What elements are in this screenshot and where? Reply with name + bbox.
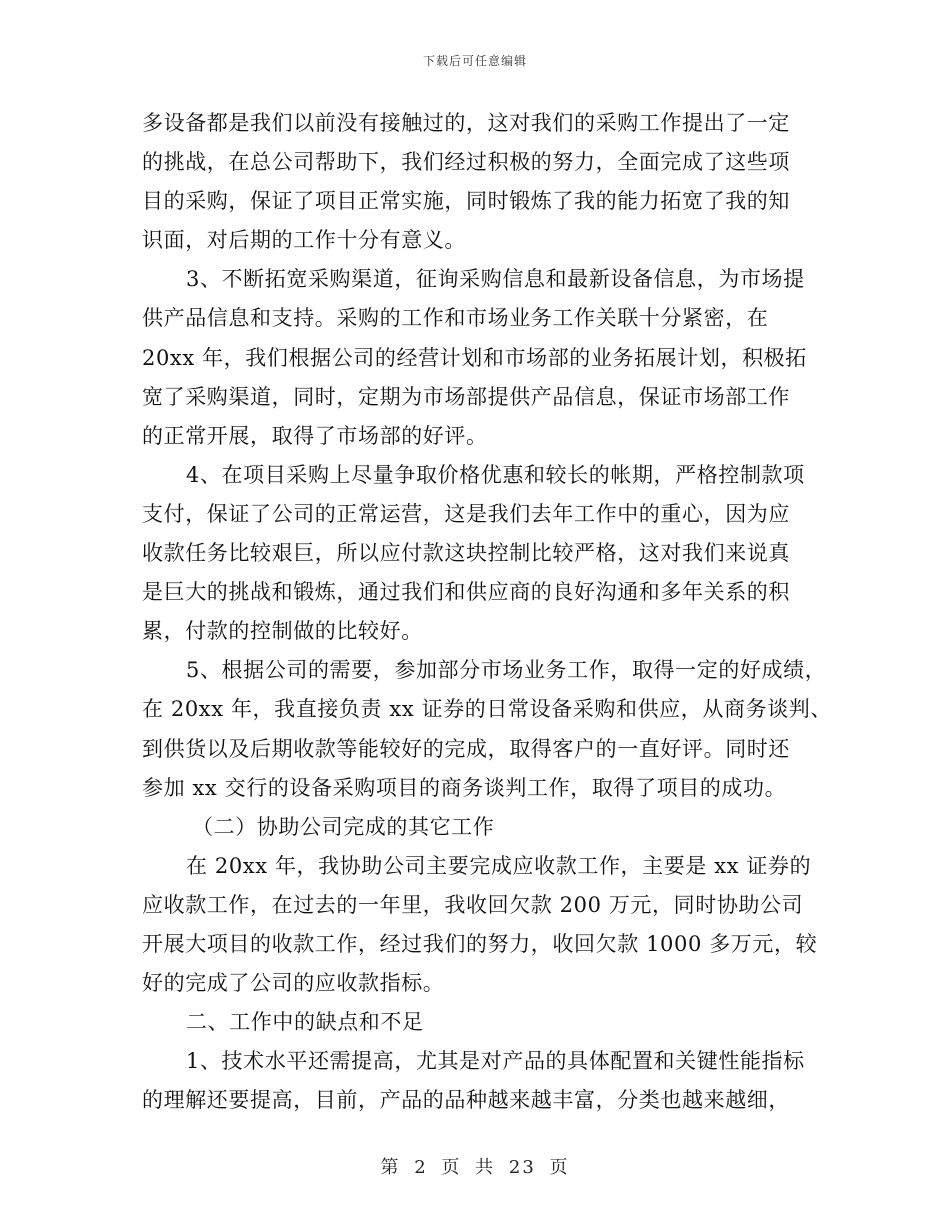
text-line: 到供货以及后期收款等能较好的完成，取得客户的一直好评。同时还 [142, 736, 790, 761]
paragraph-start: 3、不断拓宽采购渠道，征询采购信息和最新设备信息，为市场提 [186, 267, 805, 292]
text-line: 在 20xx 年，我直接负责 xx 证券的日常设备采购和供应，从商务谈判、 [142, 697, 832, 722]
page-header: 下载后可任意编辑 [422, 54, 527, 68]
paragraph-start: 4、在项目采购上尽量争取价格优惠和较长的帐期，严格控制款项 [186, 462, 805, 487]
text-line: 宽了采购渠道，同时，定期为市场部提供产品信息，保证市场部工作 [142, 384, 790, 409]
text-line: 收款任务比较艰巨，所以应付款这块控制比较严格，这对我们来说真 [142, 541, 790, 566]
footer-di: 第 [380, 1157, 401, 1178]
text-line: 开展大项目的收款工作，经过我们的努力，收回欠款 1000 多万元，较 [142, 931, 818, 956]
page-number: 2 [414, 1157, 428, 1178]
text-line: 识面，对后期的工作十分有意义。 [142, 228, 466, 253]
page-footer [0, 1153, 950, 1179]
text-line: 的理解还要提高，目前，产品的品种越来越丰富，分类也越来越细， [142, 1088, 790, 1113]
text-line: 参加 xx 交行的设备采购项目的商务谈判工作，取得了项目的成功。 [142, 775, 787, 800]
document-body [142, 104, 832, 1120]
page-total: 23 [508, 1157, 536, 1178]
text-line: 是巨大的挑战和锻炼，通过我们和供应商的良好沟通和多年关系的积 [142, 580, 790, 605]
section-heading: （二）协助公司完成的其它工作 [192, 814, 495, 839]
text-line: 支付，保证了公司的正常运营，这是我们去年工作中的重心，因为应 [142, 501, 790, 526]
paragraph-start: 在 20xx 年，我协助公司主要完成应收款工作，主要是 xx 证券的 [186, 853, 812, 878]
text-line: 供产品信息和支持。采购的工作和市场业务工作关联十分紧密，在 [142, 306, 769, 331]
footer-ye-end: 页 [549, 1157, 570, 1178]
section-heading: 二、工作中的缺点和不足 [186, 1010, 424, 1035]
text-line: 的正常开展，取得了市场部的好评。 [142, 423, 488, 448]
footer-gong: 共 [475, 1157, 496, 1178]
paragraph-start: 1、技术水平还需提高，尤其是对产品的具体配置和关键性能指标 [186, 1049, 805, 1074]
text-line: 的挑战，在总公司帮助下，我们经过积极的努力，全面完成了这些项 [142, 150, 790, 175]
text-line: 好的完成了公司的应收款指标。 [142, 971, 445, 996]
paragraph-start: 5、根据公司的需要，参加部分市场业务工作，取得一定的好成绩， [186, 658, 827, 683]
text-line: 目的采购，保证了项目正常实施，同时锻炼了我的能力拓宽了我的知 [142, 189, 790, 214]
text-line: 应收款工作，在过去的一年里，我收回欠款 200 万元，同时协助公司 [142, 892, 804, 917]
text-line: 多设备都是我们以前没有接触过的，这对我们的采购工作提出了一定 [142, 111, 790, 135]
text-line: 累，付款的控制做的比较好。 [142, 619, 423, 644]
footer-ye: 页 [441, 1157, 462, 1178]
text-line: 20xx 年，我们根据公司的经营计划和市场部的业务拓展计划，积极拓 [142, 345, 807, 370]
